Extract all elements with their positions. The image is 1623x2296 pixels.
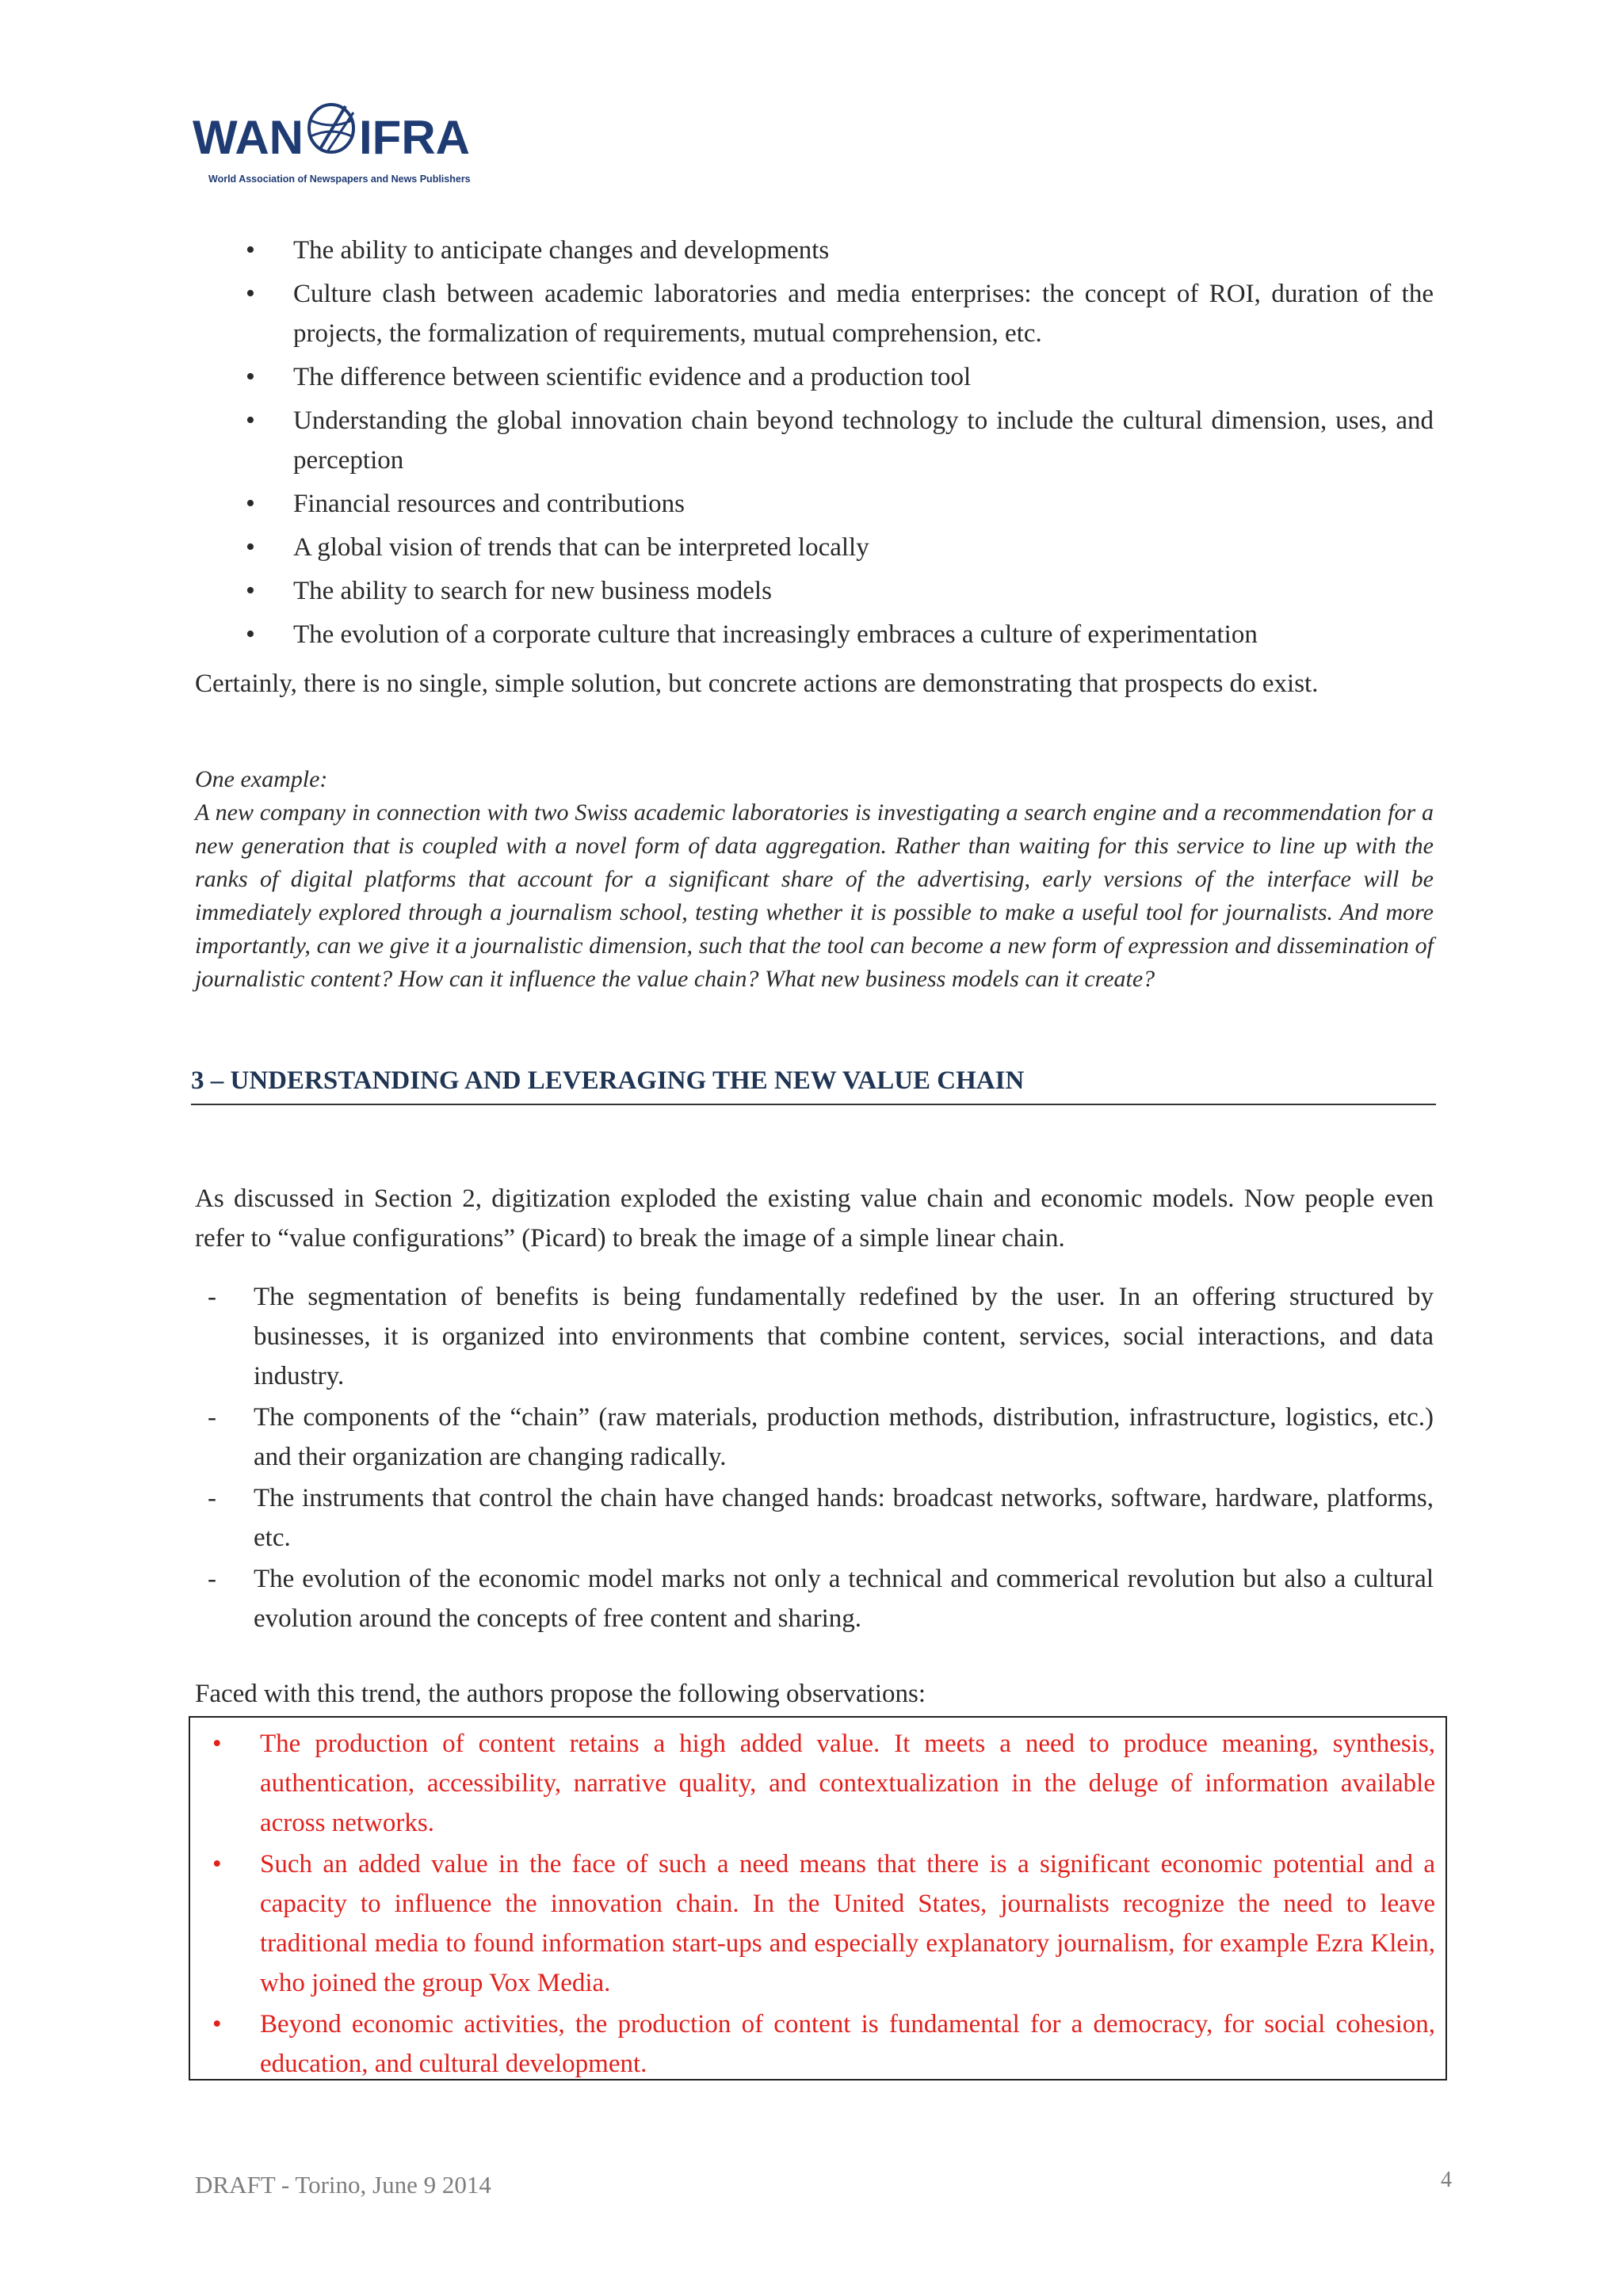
- bullet-item: [195, 401, 1434, 480]
- page-number: 4: [1441, 2168, 1452, 2192]
- bullet-item-text: Understanding the global innovation chain beyond technology to include the cultural dimension, uses, and perception: [293, 406, 1434, 475]
- bullet-item-text: Culture clash between academic laboratories and media enterprises: the concept of ROI, duration of the projects, the formalization of requirements, mutual comprehension, etc.: [293, 280, 1434, 348]
- bullet-item-text: The ability to anticipate changes and developments: [293, 236, 830, 265]
- discussed-paragraph: As discussed in Section 2, digitization exploded the existing value chain and economic models. Now people even refer to “value configurations” (Picard) to break the image of a simple linear chain.: [195, 1184, 1434, 1253]
- observation-item-text: Beyond economic activities, the production of content is fundamental for a democracy, for social cohesion, education, and cultural development.: [260, 2010, 1435, 2078]
- discussed-block: [195, 1179, 1434, 1258]
- top-bullet-list: [195, 231, 1434, 654]
- observation-item: [197, 1844, 1435, 2003]
- bullet-item-marker: •: [246, 235, 255, 265]
- observation-item-marker: •: [212, 1850, 222, 1878]
- dash-item: [195, 1478, 1434, 1558]
- bullet-item: [195, 528, 1434, 567]
- bullet-item: [195, 274, 1434, 353]
- logo-graphic: [193, 97, 494, 192]
- certainly-paragraph: Certainly, there is no single, simple solution, but concrete actions are demonstrating that prospects do exist.: [195, 669, 1319, 698]
- bullet-item: [195, 571, 1434, 611]
- bullet-item-text: Financial resources and contributions: [293, 490, 685, 518]
- observation-item: [197, 2004, 1435, 2084]
- faced-paragraph: Faced with this trend, the authors propose the following observations:: [195, 1680, 926, 1708]
- bullet-item: [195, 615, 1434, 654]
- bullet-item: [195, 484, 1434, 524]
- dash-list: [195, 1277, 1434, 1638]
- dash-item-marker: -: [208, 1565, 216, 1593]
- section-heading: 3 – UNDERSTANDING AND LEVERAGING THE NEW VALUE CHAIN: [191, 1066, 1436, 1105]
- dash-item-text: The segmentation of benefits is being fundamentally redefined by the user. In an offering structured by businesses, it is organized into environments that combine content, services, social interactions, and data industry.: [254, 1283, 1434, 1390]
- dash-item-marker: -: [208, 1484, 216, 1512]
- certainly-block: [195, 664, 1434, 704]
- top-bullet-list-block: [195, 231, 1434, 658]
- observation-item-marker: •: [212, 1730, 222, 1758]
- observation-item-text: Such an added value in the face of such a need means that there is a significant economic potential and a capacity to influence the innovation chain. In the United States, journalists recognize the need to leave traditional media to found information start-ups and especially explanatory journalism, for example Ezra Klein, who joined the group Vox Media.: [260, 1850, 1435, 1997]
- dash-item-marker: -: [208, 1403, 216, 1432]
- dash-item: [195, 1398, 1434, 1477]
- example-text: A new company in connection with two Swiss academic laboratories is investigating a search engine and a recommendation for a new generation that is coupled with a novel form of data aggregation. Rather than waiting for this service to line up with the ranks of digital platforms that account for a significant share of the advertising, early versions of the interface will be immediately explored through a journalism school, testing whether it is possible to make a useful tool for journalists. And more importantly, can we give it a journalistic dimension, such that the tool can become a new form of expression and dissemination of journalistic content? How can it influence the value chain? What new business models can it create?: [195, 799, 1434, 992]
- bullet-item-marker: •: [246, 532, 255, 562]
- wan-ifra-logo: [193, 97, 494, 192]
- bullet-item-text: A global vision of trends that can be interpreted locally: [293, 533, 869, 562]
- bullet-item-marker: •: [246, 406, 255, 435]
- observations-box: [189, 1716, 1447, 2081]
- example-label: One example:: [195, 766, 328, 792]
- dash-item-text: The evolution of the economic model marks not only a technical and commerical revolution but also a cultural evolution around the concepts of free content and sharing.: [254, 1565, 1434, 1633]
- bullet-item-text: The ability to search for new business models: [293, 577, 772, 605]
- bullet-item-text: The evolution of a corporate culture that increasingly embraces a culture of experimentation: [293, 620, 1258, 649]
- dash-item: [195, 1277, 1434, 1396]
- example-block: [195, 763, 1434, 996]
- dash-list-block: [195, 1277, 1434, 1640]
- observation-item: [197, 1724, 1435, 1843]
- logo-ifra-text: IFRA: [359, 111, 470, 164]
- globe-icon: [309, 105, 353, 152]
- observations-list: [197, 1724, 1435, 2084]
- bullet-item-marker: •: [246, 279, 255, 308]
- dash-item-marker: -: [208, 1283, 216, 1311]
- bullet-item-text: The difference between scientific evidence and a production tool: [293, 363, 972, 391]
- bullet-item: [195, 357, 1434, 397]
- bullet-item-marker: •: [246, 489, 255, 518]
- bullet-item-marker: •: [246, 362, 255, 391]
- dash-item-text: The instruments that control the chain have changed hands: broadcast networks, software, hardware, platforms, etc.: [254, 1484, 1434, 1552]
- dash-item: [195, 1559, 1434, 1638]
- faced-block: [195, 1674, 1434, 1714]
- footer-draft-label: DRAFT - Torino, June 9 2014: [195, 2171, 491, 2199]
- bullet-item: [195, 231, 1434, 270]
- bullet-item-marker: •: [246, 620, 255, 649]
- bullet-item-marker: •: [246, 576, 255, 605]
- section-heading-block: [191, 1066, 1436, 1105]
- observation-item-text: The production of content retains a high added value. It meets a need to produce meaning, synthesis, authentication, accessibility, narrative quality, and contextualization in the deluge of information available across networks.: [260, 1730, 1435, 1837]
- observation-item-marker: •: [212, 2010, 222, 2039]
- dash-item-text: The components of the “chain” (raw materials, production methods, distribution, infrastructure, logistics, etc.) and their organization are changing radically.: [254, 1403, 1434, 1471]
- logo-wan-text: WAN: [193, 111, 304, 164]
- logo-tagline: World Association of Newspapers and News Publishers: [208, 174, 471, 185]
